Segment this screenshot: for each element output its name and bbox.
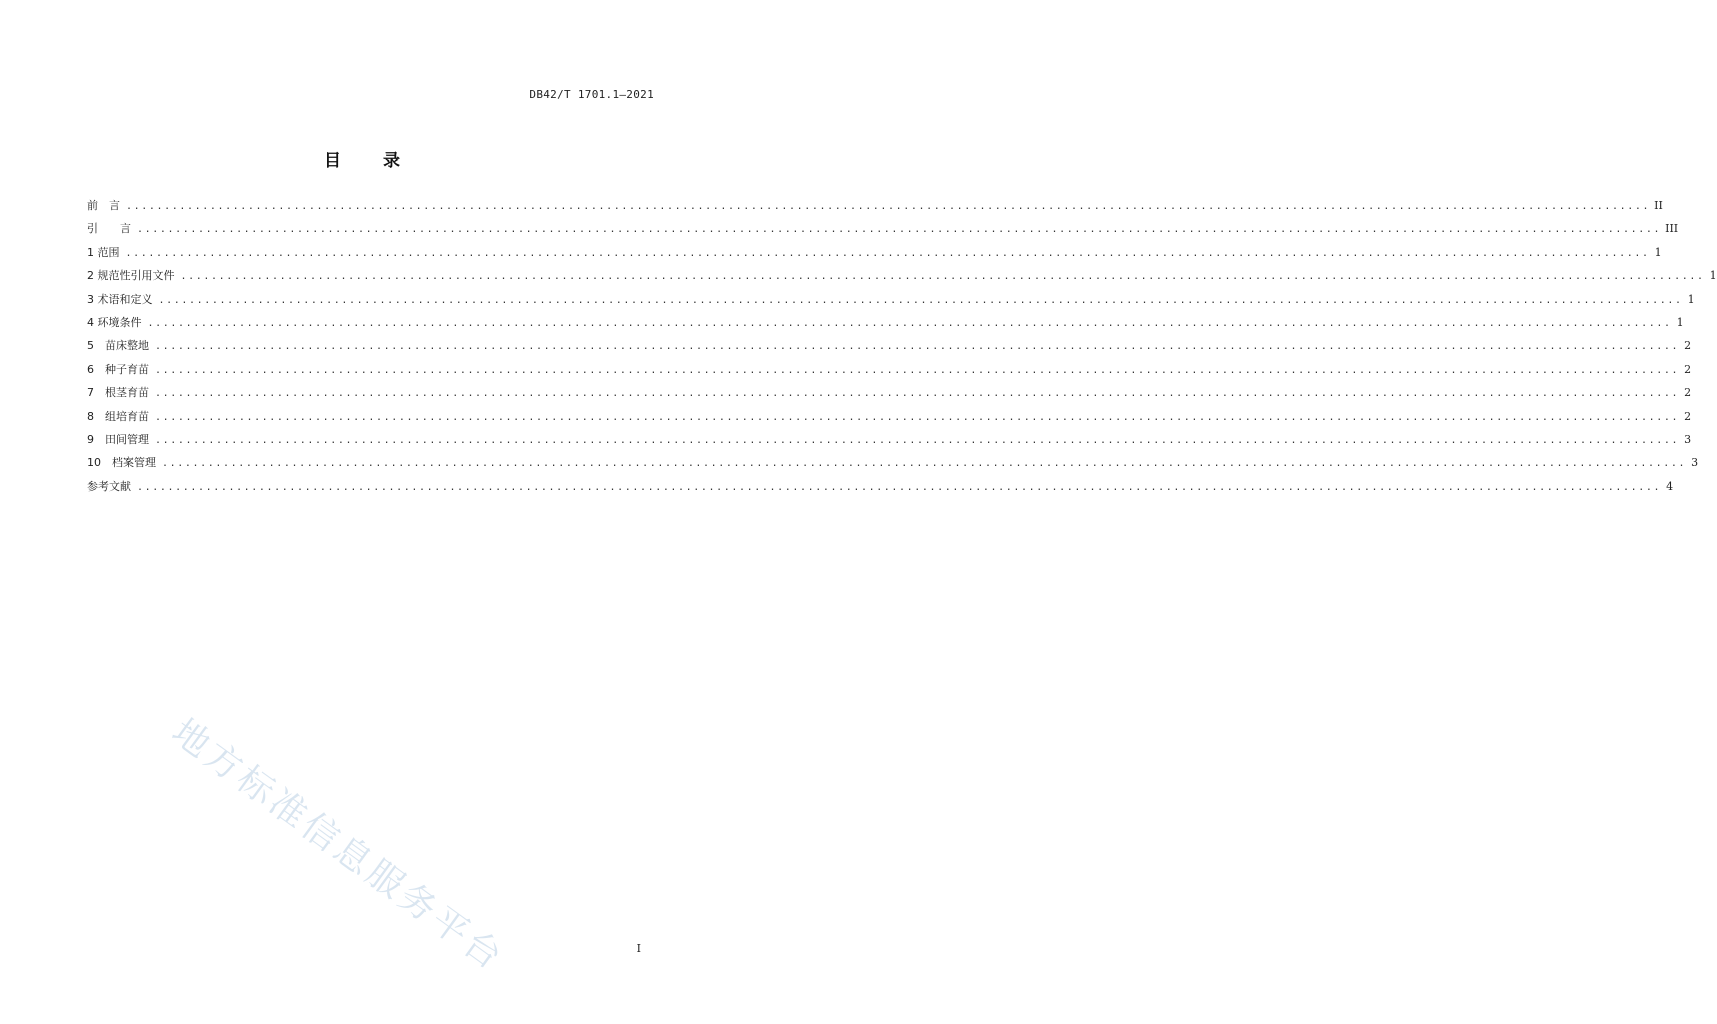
toc-entry-page: III [1665, 222, 1679, 236]
toc-entry-page: 2 [1684, 386, 1692, 400]
toc-entry[interactable] [87, 408, 1692, 431]
toc-entry-label: 10 档案管理 [87, 456, 156, 470]
toc-entry-label: 前 言 [87, 199, 120, 212]
page-number: I [636, 942, 641, 955]
toc-leader-dots: ........................................................................................................................................................................................................ [155, 388, 1680, 400]
toc-entry-page: 2 [1684, 409, 1692, 423]
toc-entry[interactable] [87, 361, 1692, 384]
toc-entry[interactable] [87, 291, 1695, 314]
toc-leader-dots: ........................................................................................................................................................................................................ [162, 458, 1687, 470]
toc-entry[interactable] [87, 431, 1692, 454]
toc-leader-dots: ........................................................................................................................................................................................................ [155, 411, 1680, 423]
toc-entry-label: 参考文献 [87, 479, 131, 493]
toc-entry[interactable] [87, 244, 1662, 267]
toc-entry-label: 3 术语和定义 [87, 292, 153, 306]
toc-entry-label: 5 苗床整地 [87, 339, 149, 353]
toc-entry[interactable] [87, 314, 1684, 337]
toc-entry[interactable] [87, 267, 1717, 290]
toc-entry[interactable] [87, 337, 1692, 360]
toc-entry-page: 4 [1666, 479, 1674, 493]
toc-entry-page: 1 [1676, 315, 1684, 329]
toc-entry-page: 2 [1684, 362, 1692, 376]
toc-entry-label: 引 言 [87, 222, 131, 236]
toc-entry-label: 9 田间管理 [87, 432, 149, 446]
toc-entry-page: 3 [1691, 456, 1699, 470]
toc-entry-label: 7 根茎育苗 [87, 386, 149, 400]
toc-entry-page: 3 [1684, 432, 1692, 446]
toc-entry-label: 2 规范性引用文件 [87, 269, 175, 283]
toc-entry-page: 1 [1709, 269, 1717, 283]
toc-leader-dots: ........................................................................................................................................................................................................ [137, 224, 1662, 236]
toc-entry[interactable] [87, 454, 1699, 477]
toc-entry-label: 8 组培育苗 [87, 409, 149, 423]
standard-code: DB42/T 1701.1—2021 [529, 88, 654, 101]
toc-entry-page: II [1654, 199, 1663, 212]
toc-entry[interactable] [87, 197, 1663, 220]
toc-title: 目 录 [324, 151, 418, 171]
toc-leader-dots: ........................................................................................................................................................................................................ [125, 247, 1650, 259]
toc-leader-dots: ........................................................................................................................................................................................................ [147, 317, 1672, 329]
toc-entry-label: 4 环境条件 [87, 315, 142, 329]
toc-leader-dots: ........................................................................................................................................................................................................ [126, 201, 1651, 212]
toc-leader-dots: ........................................................................................................................................................................................................ [180, 271, 1705, 283]
toc-leader-dots: ........................................................................................................................................................................................................ [155, 364, 1680, 376]
toc-leader-dots: ........................................................................................................................................................................................................ [137, 481, 1662, 493]
toc-entry[interactable] [87, 384, 1692, 407]
toc-list [87, 197, 1717, 501]
toc-entry[interactable] [87, 478, 1674, 501]
toc-entry-page: 2 [1684, 339, 1692, 353]
toc-entry-label: 1 范围 [87, 245, 120, 259]
toc-leader-dots: ........................................................................................................................................................................................................ [155, 434, 1680, 446]
toc-leader-dots: ........................................................................................................................................................................................................ [155, 341, 1680, 353]
toc-entry-label: 6 种子育苗 [87, 362, 149, 376]
toc-entry[interactable] [87, 220, 1679, 243]
toc-leader-dots: ........................................................................................................................................................................................................ [158, 294, 1683, 306]
watermark-text: 地方标准信息服务平台 [164, 711, 512, 980]
toc-entry-page: 1 [1687, 292, 1695, 306]
toc-entry-page: 1 [1654, 245, 1662, 259]
